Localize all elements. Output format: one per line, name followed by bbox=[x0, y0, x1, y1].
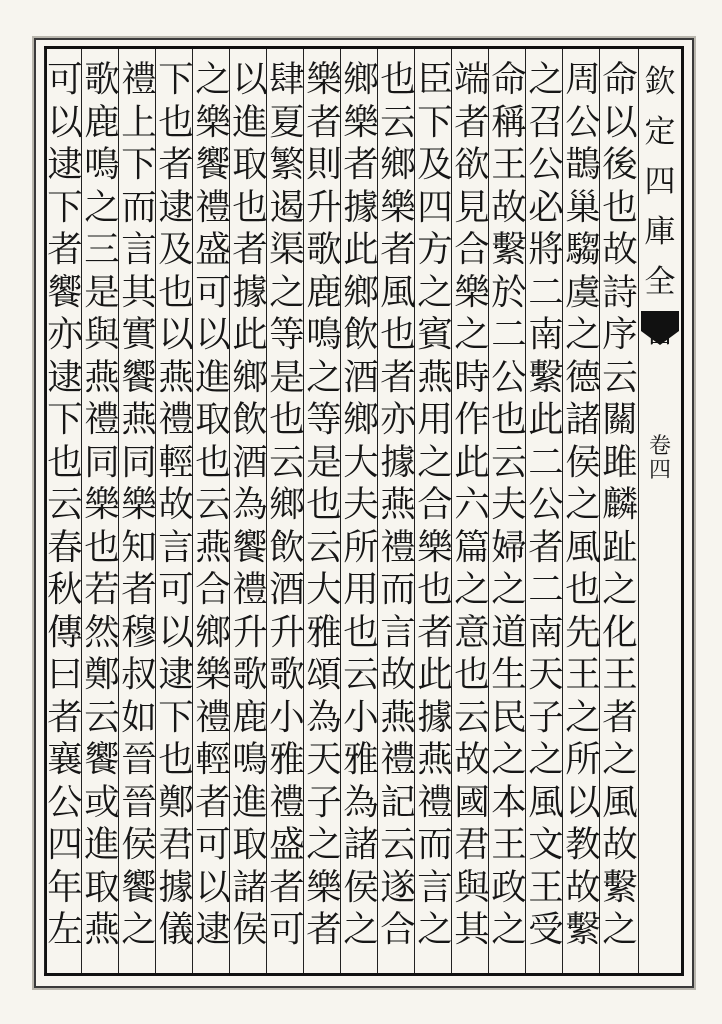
text-column: 歌 鹿 鳴 之 三 是 與 燕 禮 同 樂 也 若 然 鄭 云 饗 或 進 取 燕 bbox=[84, 59, 120, 950]
text-column: 鄉 樂 者 據 此 鄉 飲 酒 鄉 大 夫 所 用 也 云 小 雅 為 諸 侯 之 bbox=[343, 59, 379, 950]
text-column: 命 以 後 也 故 詩 序 云 關 雎 麟 趾 之 化 王 者 之 風 故 繫 之 bbox=[602, 59, 638, 950]
book-title: 欽 定 四 庫 全 bbox=[644, 64, 676, 300]
text-column: 臣 下 及 四 方 之 賓 燕 用 之 合 樂 也 者 此 據 燕 禮 而 言 之 bbox=[417, 59, 453, 950]
block-center-margin bbox=[639, 49, 681, 973]
text-column: 禮 上 下 而 言 其 實 饗 燕 同 樂 知 者 穆 叔 如 晉 晉 侯 饗 之 bbox=[121, 59, 157, 950]
fishtail-mark-icon bbox=[641, 311, 679, 345]
text-column: 肆 夏 繁 遏 渠 之 等 是 也 云 鄉 飲 酒 升 歌 小 雅 禮 盛 者 可 bbox=[269, 59, 305, 950]
text-columns bbox=[47, 49, 681, 973]
text-column: 之 樂 饗 禮 盛 可 以 進 取 也 云 燕 合 鄉 樂 禮 輕 者 可 以 逮 bbox=[195, 59, 231, 950]
column-rule bbox=[44, 49, 45, 973]
text-column: 也 云 鄉 樂 者 風 也 者 亦 據 燕 禮 而 言 故 燕 禮 記 云 遂 合 bbox=[380, 59, 416, 950]
text-column: 下 也 者 逮 及 也 以 燕 禮 輕 故 言 可 以 逮 下 也 鄭 君 據 儀 bbox=[158, 59, 194, 950]
text-column: 命 稱 王 故 繫 於 二 公 也 云 夫 婦 之 道 生 民 之 本 王 政 之 bbox=[491, 59, 527, 950]
text-frame bbox=[44, 46, 684, 976]
text-column: 可 以 逮 下 者 饗 亦 逮 下 也 云 春 秋 傳 曰 者 襄 公 四 年 左 bbox=[47, 59, 83, 950]
text-column: 之 召 公 必 將 二 南 繫 此 二 公 者 二 南 天 子 之 風 文 王 受 bbox=[528, 59, 564, 950]
text-column: 樂 者 則 升 歌 鹿 鳴 之 等 是 也 云 大 雅 頌 為 天 子 之 樂 者 bbox=[306, 59, 342, 950]
text-column: 周 公 鵲 巢 騶 虞 之 德 諸 侯 之 風 也 先 王 之 所 以 教 故 繫 bbox=[565, 59, 601, 950]
text-column: 以 進 取 也 者 據 此 鄉 飲 酒 為 饗 禮 升 歌 鹿 鳴 進 取 諸 侯 bbox=[232, 59, 268, 950]
volume-label: 卷 四 bbox=[648, 434, 671, 483]
text-column: 端 者 欲 見 合 樂 之 時 作 此 六 篇 之 意 也 云 故 國 君 與 其 bbox=[454, 59, 490, 950]
